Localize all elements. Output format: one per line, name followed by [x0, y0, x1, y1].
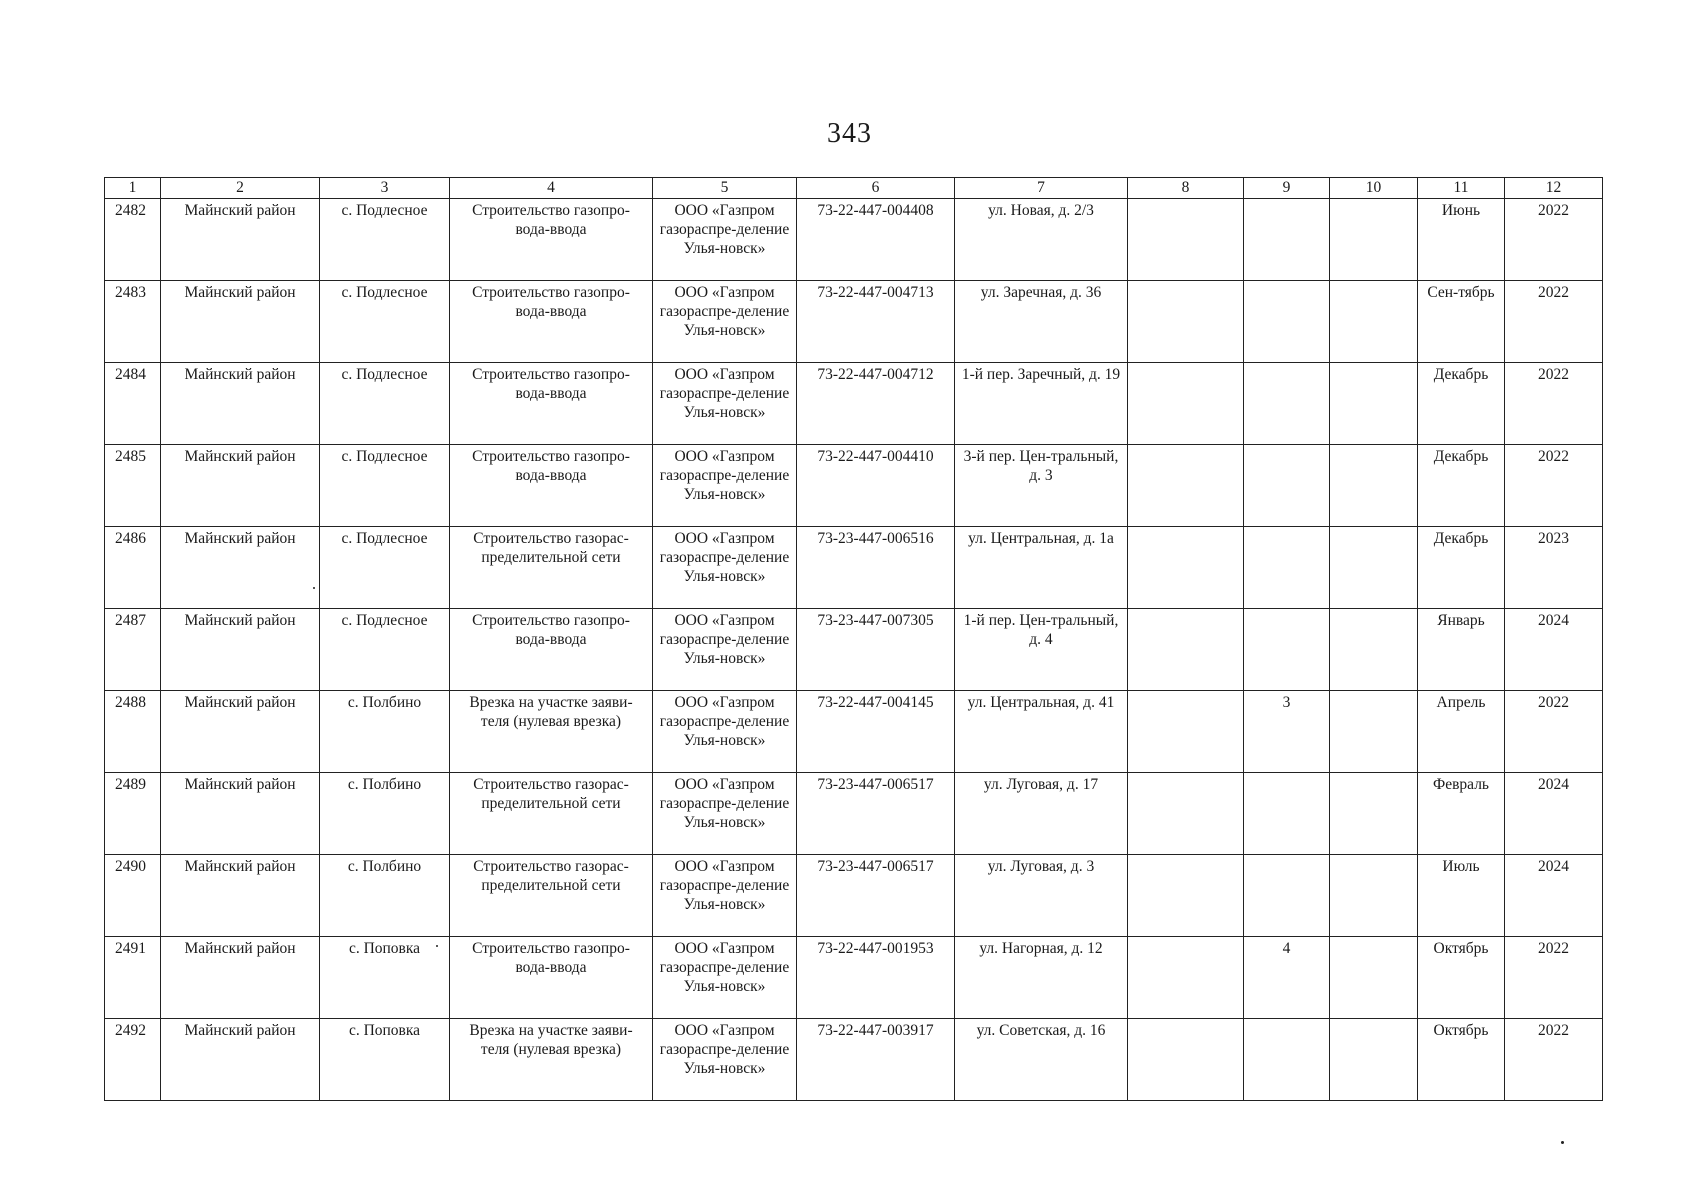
month-cell: Октябрь	[1418, 937, 1505, 1019]
district-cell: Майнский район	[161, 855, 320, 937]
row-number-cell: 2490	[105, 855, 161, 937]
code-cell: 73-22-447-004713	[797, 281, 955, 363]
column-9-cell	[1244, 281, 1330, 363]
code-cell: 73-22-447-003917	[797, 1019, 955, 1101]
column-9-cell	[1244, 527, 1330, 609]
year-cell: 2024	[1505, 855, 1603, 937]
code-cell: 73-23-447-006517	[797, 773, 955, 855]
month-cell: Апрель	[1418, 691, 1505, 773]
work-type-cell: Строительство газорас-пределительной сети	[450, 527, 653, 609]
month-cell: Февраль	[1418, 773, 1505, 855]
organization-cell: ООО «Газпром газораспре-деление Улья-новск»	[653, 691, 797, 773]
district-cell: Майнский район	[161, 691, 320, 773]
table-row	[105, 527, 1603, 609]
table-row	[105, 1019, 1603, 1101]
year-cell: 2024	[1505, 609, 1603, 691]
column-9-cell	[1244, 609, 1330, 691]
column-8-cell	[1128, 527, 1244, 609]
row-number-cell: 2488	[105, 691, 161, 773]
organization-cell: ООО «Газпром газораспре-деление Улья-новск»	[653, 363, 797, 445]
column-header-7: 7	[955, 178, 1128, 199]
column-10-cell	[1330, 363, 1418, 445]
column-9-cell	[1244, 199, 1330, 281]
year-cell: 2022	[1505, 1019, 1603, 1101]
column-10-cell	[1330, 527, 1418, 609]
registry-table	[104, 177, 1603, 1101]
code-cell: 73-22-447-004410	[797, 445, 955, 527]
table-row	[105, 609, 1603, 691]
settlement-cell: с. Подлесное	[320, 363, 450, 445]
table-row	[105, 281, 1603, 363]
settlement-cell: с. Подлесное	[320, 281, 450, 363]
column-header-6: 6	[797, 178, 955, 199]
column-9-cell	[1244, 855, 1330, 937]
month-cell: Декабрь	[1418, 363, 1505, 445]
address-cell: 1-й пер. Заречный, д. 19	[955, 363, 1128, 445]
column-10-cell	[1330, 691, 1418, 773]
column-9-cell: 4	[1244, 937, 1330, 1019]
column-header-10: 10	[1330, 178, 1418, 199]
settlement-cell: с. Поповка	[320, 1019, 450, 1101]
table-row	[105, 363, 1603, 445]
address-cell: ул. Новая, д. 2/3	[955, 199, 1128, 281]
month-cell: Январь	[1418, 609, 1505, 691]
month-cell: Декабрь	[1418, 527, 1505, 609]
column-8-cell	[1128, 773, 1244, 855]
row-number-cell: 2485	[105, 445, 161, 527]
column-header-8: 8	[1128, 178, 1244, 199]
settlement-cell: с. Подлесное	[320, 445, 450, 527]
code-cell: 73-22-447-001953	[797, 937, 955, 1019]
column-10-cell	[1330, 937, 1418, 1019]
table-row	[105, 937, 1603, 1019]
column-header-4: 4	[450, 178, 653, 199]
row-number-cell: 2491	[105, 937, 161, 1019]
column-9-cell: 3	[1244, 691, 1330, 773]
work-type-cell: Врезка на участке заяви-теля (нулевая врезка)	[450, 1019, 653, 1101]
organization-cell: ООО «Газпром газораспре-деление Улья-новск»	[653, 527, 797, 609]
organization-cell: ООО «Газпром газораспре-деление Улья-новск»	[653, 199, 797, 281]
settlement-cell: с. Полбино	[320, 691, 450, 773]
code-cell: 73-23-447-007305	[797, 609, 955, 691]
settlement-cell: с. Полбино	[320, 855, 450, 937]
year-cell: 2022	[1505, 363, 1603, 445]
table-row	[105, 773, 1603, 855]
column-8-cell	[1128, 855, 1244, 937]
row-number-cell: 2484	[105, 363, 161, 445]
column-8-cell	[1128, 1019, 1244, 1101]
organization-cell: ООО «Газпром газораспре-деление Улья-новск»	[653, 445, 797, 527]
year-cell: 2023	[1505, 527, 1603, 609]
code-cell: 73-23-447-006516	[797, 527, 955, 609]
address-cell: ул. Нагорная, д. 12	[955, 937, 1128, 1019]
organization-cell: ООО «Газпром газораспре-деление Улья-новск»	[653, 609, 797, 691]
address-cell: ул. Центральная, д. 1а	[955, 527, 1128, 609]
address-cell: 3-й пер. Цен-тральный, д. 3	[955, 445, 1128, 527]
table-row	[105, 445, 1603, 527]
address-cell: ул. Заречная, д. 36	[955, 281, 1128, 363]
month-cell: Июль	[1418, 855, 1505, 937]
column-header-2: 2	[161, 178, 320, 199]
settlement-cell: с. Подлесное	[320, 609, 450, 691]
month-cell: Октябрь	[1418, 1019, 1505, 1101]
column-8-cell	[1128, 609, 1244, 691]
address-cell: ул. Советская, д. 16	[955, 1019, 1128, 1101]
district-cell: Майнский район	[161, 199, 320, 281]
column-8-cell	[1128, 281, 1244, 363]
work-type-cell: Строительство газорас-пределительной сети	[450, 855, 653, 937]
work-type-cell: Строительство газопро-вода-ввода	[450, 937, 653, 1019]
month-cell: Июнь	[1418, 199, 1505, 281]
stray-mark	[1561, 1141, 1564, 1144]
district-cell: Майнский район	[161, 445, 320, 527]
column-9-cell	[1244, 445, 1330, 527]
district-cell: Майнский район	[161, 1019, 320, 1101]
settlement-cell: с. Подлесное	[320, 199, 450, 281]
stray-mark	[313, 587, 315, 589]
column-header-11: 11	[1418, 178, 1505, 199]
settlement-cell: с. Подлесное	[320, 527, 450, 609]
row-number-cell: 2487	[105, 609, 161, 691]
code-cell: 73-22-447-004408	[797, 199, 955, 281]
year-cell: 2024	[1505, 773, 1603, 855]
row-number-cell: 2483	[105, 281, 161, 363]
settlement-cell: с. Поповка	[320, 937, 450, 1019]
table-header	[105, 178, 1603, 199]
column-header-1: 1	[105, 178, 161, 199]
column-header-12: 12	[1505, 178, 1603, 199]
column-10-cell	[1330, 855, 1418, 937]
row-number-cell: 2492	[105, 1019, 161, 1101]
column-10-cell	[1330, 199, 1418, 281]
column-8-cell	[1128, 199, 1244, 281]
column-8-cell	[1128, 937, 1244, 1019]
code-cell: 73-23-447-006517	[797, 855, 955, 937]
column-10-cell	[1330, 1019, 1418, 1101]
year-cell: 2022	[1505, 199, 1603, 281]
month-cell: Декабрь	[1418, 445, 1505, 527]
row-number-cell: 2486	[105, 527, 161, 609]
year-cell: 2022	[1505, 445, 1603, 527]
header-row	[105, 178, 1603, 199]
organization-cell: ООО «Газпром газораспре-деление Улья-новск»	[653, 937, 797, 1019]
row-number-cell: 2489	[105, 773, 161, 855]
organization-cell: ООО «Газпром газораспре-деление Улья-новск»	[653, 281, 797, 363]
stray-mark	[436, 945, 438, 947]
district-cell: Майнский район	[161, 363, 320, 445]
district-cell: Майнский район	[161, 773, 320, 855]
column-10-cell	[1330, 773, 1418, 855]
table-row	[105, 855, 1603, 937]
column-10-cell	[1330, 609, 1418, 691]
column-header-9: 9	[1244, 178, 1330, 199]
address-cell: ул. Центральная, д. 41	[955, 691, 1128, 773]
row-number-cell: 2482	[105, 199, 161, 281]
table-row	[105, 199, 1603, 281]
year-cell: 2022	[1505, 281, 1603, 363]
settlement-cell: с. Полбино	[320, 773, 450, 855]
code-cell: 73-22-447-004712	[797, 363, 955, 445]
column-9-cell	[1244, 1019, 1330, 1101]
district-cell: Майнский район	[161, 527, 320, 609]
column-8-cell	[1128, 445, 1244, 527]
work-type-cell: Строительство газопро-вода-ввода	[450, 609, 653, 691]
work-type-cell: Строительство газопро-вода-ввода	[450, 363, 653, 445]
address-cell: ул. Луговая, д. 3	[955, 855, 1128, 937]
address-cell: 1-й пер. Цен-тральный, д. 4	[955, 609, 1128, 691]
column-9-cell	[1244, 773, 1330, 855]
work-type-cell: Строительство газопро-вода-ввода	[450, 199, 653, 281]
year-cell: 2022	[1505, 691, 1603, 773]
district-cell: Майнский район	[161, 937, 320, 1019]
column-header-3: 3	[320, 178, 450, 199]
page-number: 343	[827, 118, 872, 149]
column-8-cell	[1128, 363, 1244, 445]
month-cell: Сен-тябрь	[1418, 281, 1505, 363]
column-8-cell	[1128, 691, 1244, 773]
year-cell: 2022	[1505, 937, 1603, 1019]
code-cell: 73-22-447-004145	[797, 691, 955, 773]
table-row	[105, 691, 1603, 773]
table-body	[105, 199, 1603, 1101]
organization-cell: ООО «Газпром газораспре-деление Улья-новск»	[653, 1019, 797, 1101]
column-10-cell	[1330, 445, 1418, 527]
column-header-5: 5	[653, 178, 797, 199]
work-type-cell: Врезка на участке заяви-теля (нулевая врезка)	[450, 691, 653, 773]
work-type-cell: Строительство газопро-вода-ввода	[450, 445, 653, 527]
district-cell: Майнский район	[161, 609, 320, 691]
organization-cell: ООО «Газпром газораспре-деление Улья-новск»	[653, 855, 797, 937]
work-type-cell: Строительство газопро-вода-ввода	[450, 281, 653, 363]
work-type-cell: Строительство газорас-пределительной сети	[450, 773, 653, 855]
address-cell: ул. Луговая, д. 17	[955, 773, 1128, 855]
district-cell: Майнский район	[161, 281, 320, 363]
column-9-cell	[1244, 363, 1330, 445]
organization-cell: ООО «Газпром газораспре-деление Улья-новск»	[653, 773, 797, 855]
column-10-cell	[1330, 281, 1418, 363]
